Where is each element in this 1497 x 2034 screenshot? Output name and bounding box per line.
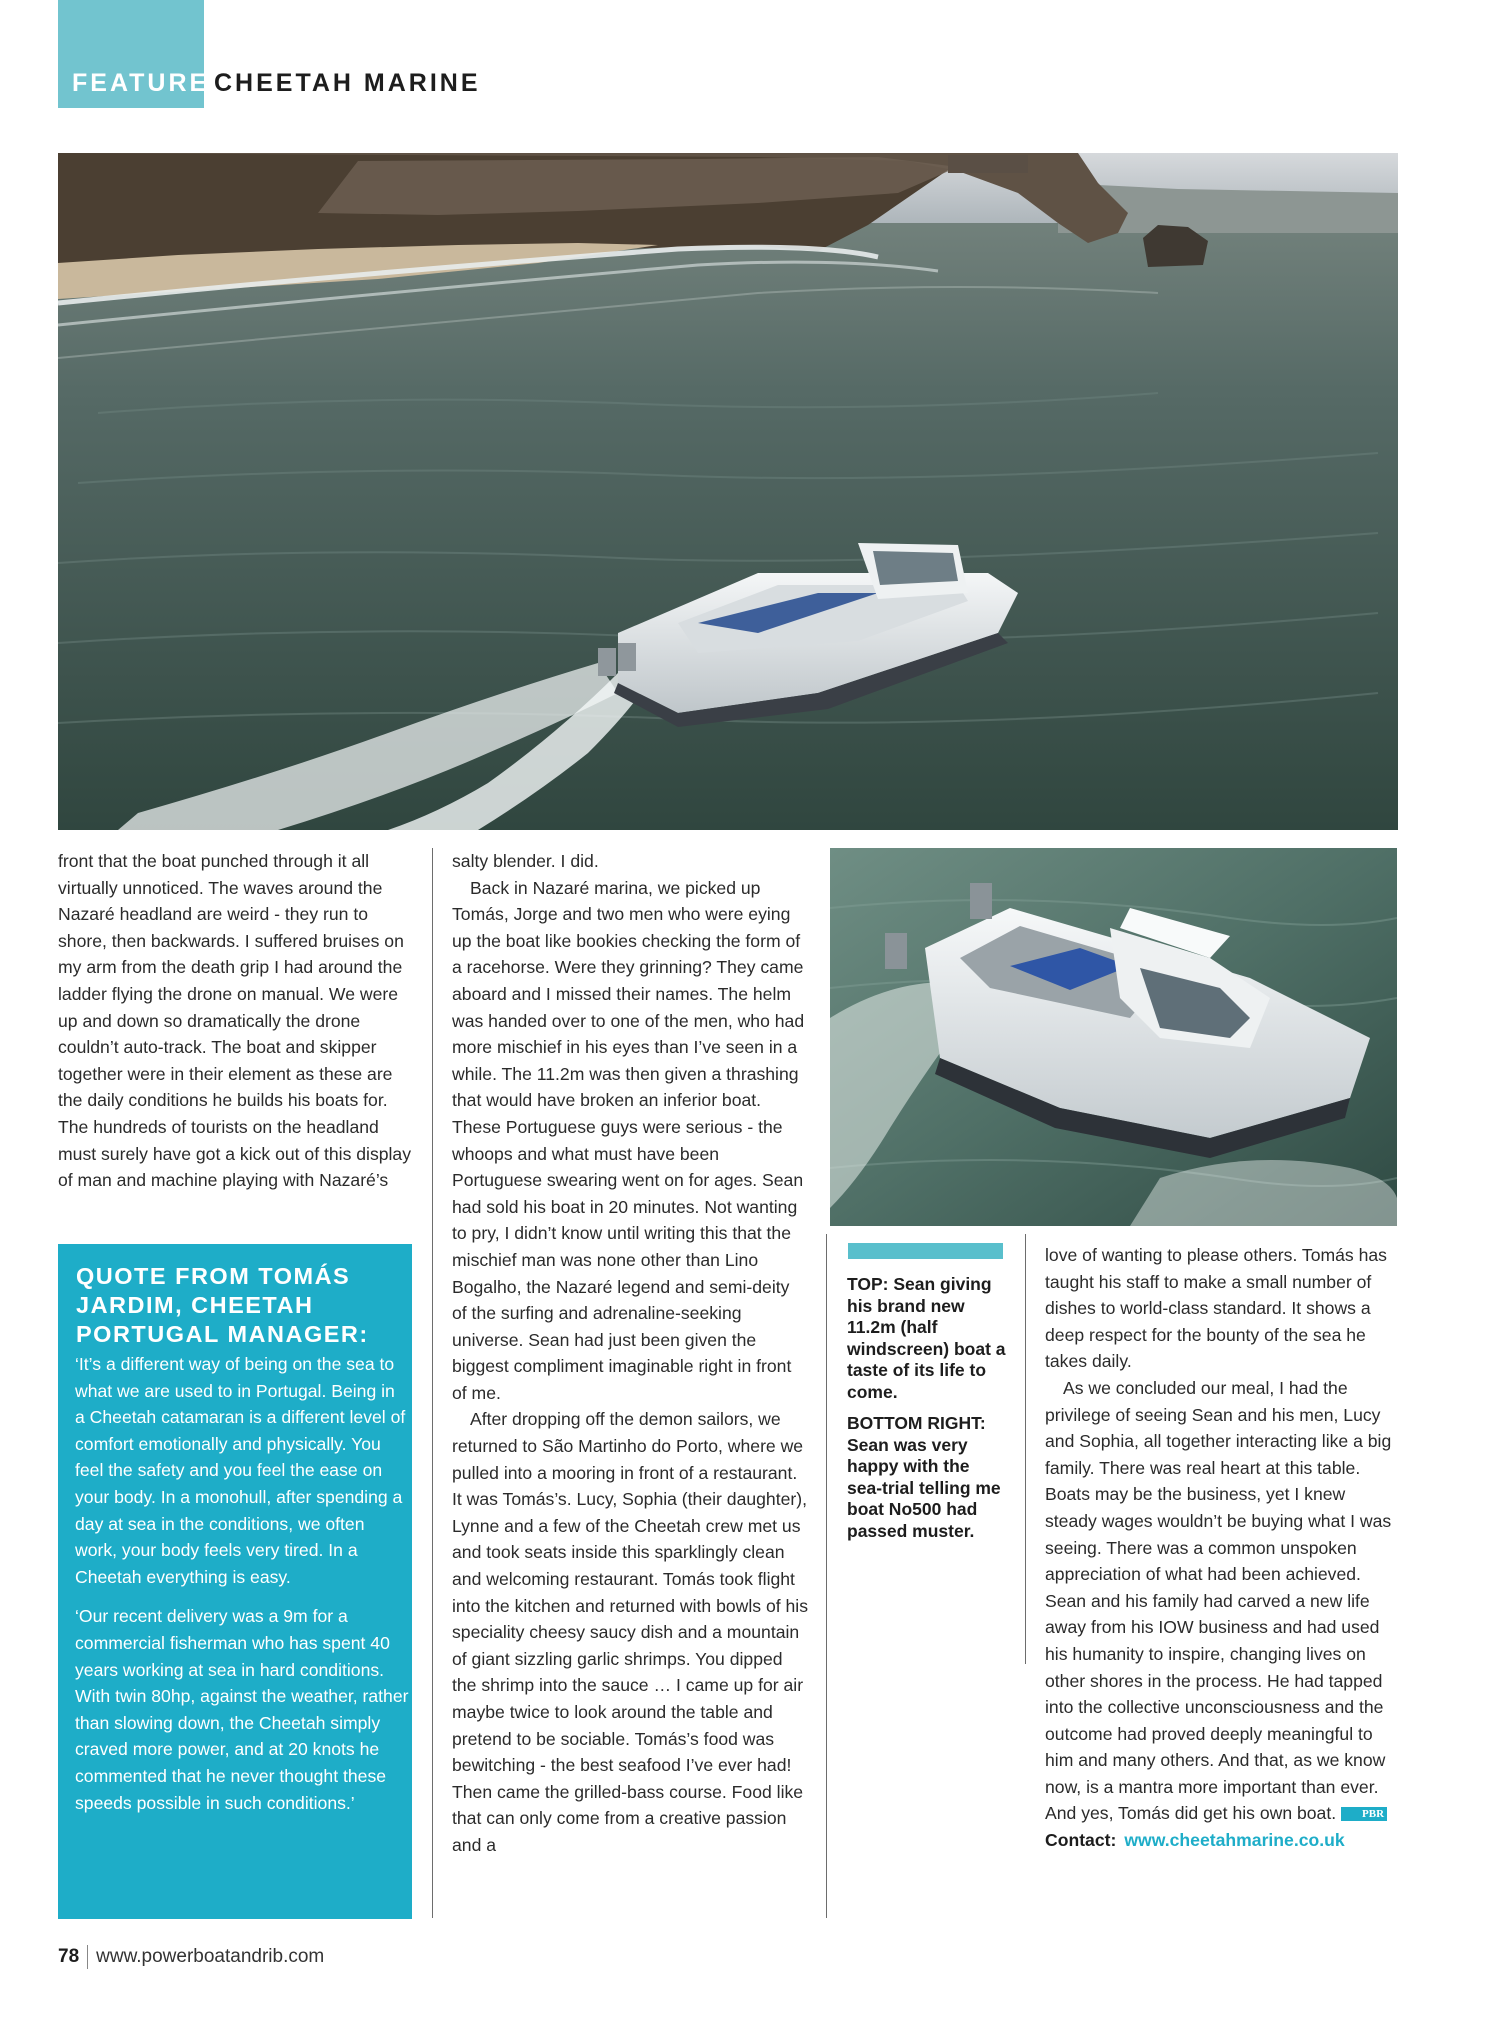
col3-paragraph-2: [1045, 1375, 1401, 1827]
body-column-2: [452, 848, 808, 1859]
page-footer: [58, 1945, 324, 1969]
page-number: 78: [58, 1946, 80, 1967]
footer-website[interactable]: www.powerboatandrib.com: [96, 1946, 325, 1967]
caption-bar: [848, 1243, 1003, 1259]
column-divider-1: [432, 848, 433, 1918]
quote-paragraph-1: ‘It’s a different way of being on the sea to what we are used to in Portugal. Being in a Cheetah catamaran is a different level of comfort emotionally and physically. You feel the safety and you feel the ease on your body. In a monohull, after spending a day at sea in the conditions, we often work, your body feels very tired. In a Cheetah everything is easy.: [75, 1354, 406, 1587]
section-label: FEATURE: [72, 69, 210, 97]
boat-seatrial-photo: [830, 848, 1397, 1226]
caption-top: TOP: Sean giving his brand new 11.2m (half windscreen) boat a taste of its life to come.: [847, 1274, 1006, 1402]
column-divider-2: [826, 1234, 827, 1918]
hero-photo: [58, 153, 1398, 830]
page-header: [58, 0, 481, 108]
pbr-end-mark: PBR: [1341, 1807, 1387, 1821]
body-column-3: [1045, 1242, 1401, 1854]
col3-paragraph-2-text: As we concluded our meal, I had the privilege of seeing Sean and his men, Lucy and Sophia, all together interacting like a big family. There was real heart at this table. Boats may be the business, yet I knew steady wages wouldn’t be buying what I was seeing. There was a common unspoken appreciation of what had been achieved. Sean and his family had carved a new life away from his IOW business and had used his humanity to inspire, changing lives on other shores in the process. He had tapped into the collective unconsciousness and the outcome had proved deeply meaningful to him and many others. And that, as we know now, is a mantra more important than ever. And yes, Tomás did get his own boat.: [1045, 1377, 1392, 1824]
col2-paragraph-3: After dropping off the demon sailors, we returned to São Martinho do Porto, where we pulled into a mooring in front of a restaurant. It was Tomás’s. Lucy, Sophia (their daughter), Lynne and a few of the Cheetah crew met us and took seats inside this sparklingly clean and welcoming restaurant. Tomás took flight into the kitchen and returned with bowls of his speciality cheesy saucy dish and a mountain of giant sizzling garlic shrimps. You dipped the shrimp into the sauce … I came up for air maybe twice to look around the table and pretend to be sociable. Tomás’s food was bewitching - the best seafood I’ve ever had! Then came the grilled-bass course. Food like that can only come from a creative passion and a: [452, 1409, 808, 1855]
col3-paragraph-1: love of wanting to please others. Tomás has taught his staff to make a small number of dishes to world-class standard. It shows a deep respect for the bounty of the sea he takes daily.: [1045, 1245, 1387, 1372]
quote-paragraph-2: ‘Our recent delivery was a 9m for a commercial fisherman who has spent 40 years working at sea in hard conditions. With twin 80hp, against the weather, rather than slowing down, the Cheetah simply craved more power, and at 20 knots he commented that he never thought these speeds possible in such conditions.’: [75, 1606, 409, 1813]
col2-paragraph-2: Back in Nazaré marina, we picked up Tomás, Jorge and two men who were eying up the boat like bookies checking the form of a racehorse. Were they grinning? They came aboard and I missed their names. The helm was handed over to one of the men, who had more mischief in his eyes than I’ve seen in a while. The 11.2m was then given a thrashing that would have broken an inferior boat. These Portuguese guys were serious - the whoops and what must have been Portuguese swearing went on for ages. Sean had sold his boat in 20 minutes. Not wanting to pry, I didn’t know until writing this that the mischief man was none other than Lino Bogalho, the Nazaré legend and semi-deity of the surfing and adrenaline-seeking universe. Sean had just been given the biggest compliment imaginable right in front of me.: [452, 877, 805, 1403]
col1-paragraph-1: front that the boat punched through it all virtually unnoticed. The waves around the Nazaré headland are weird - they run to shore, then backwards. I suffered bruises on my arm from the death grip I had around the ladder flying the drone on manual. We were up and down so dramatically the drone couldn’t auto-track. The boat and skipper together were in their element as these are the daily conditions he builds his boats for. The hundreds of tourists on the headland must surely have got a kick out of this display of man and machine playing with Nazaré’s: [58, 851, 412, 1191]
col2-paragraph-1: salty blender. I did.: [452, 851, 599, 871]
section-tag: [58, 0, 210, 108]
contact-line: [1045, 1827, 1401, 1854]
quote-box: [58, 1244, 412, 1919]
contact-link[interactable]: www.cheetahmarine.co.uk: [1124, 1830, 1345, 1851]
feature-title: CHEETAH MARINE: [214, 69, 481, 97]
body-column-1: [58, 848, 414, 1194]
caption-bottom: BOTTOM RIGHT: Sean was very happy with the sea-trial telling me boat No500 had passed muster.: [847, 1413, 1001, 1541]
column-divider-3: [1025, 1234, 1026, 1664]
quote-title: QUOTE FROM TOMÁS JARDIM, CHEETAH PORTUGAL MANAGER:: [76, 1263, 369, 1347]
quote-body: [75, 1351, 409, 1829]
boat-seatrial-illustration: [830, 848, 1397, 1226]
boat-aerial-illustration: [58, 153, 1398, 830]
contact-label: Contact:: [1045, 1830, 1117, 1851]
photo-caption: [847, 1274, 1007, 1552]
footer-divider: [87, 1945, 88, 1969]
